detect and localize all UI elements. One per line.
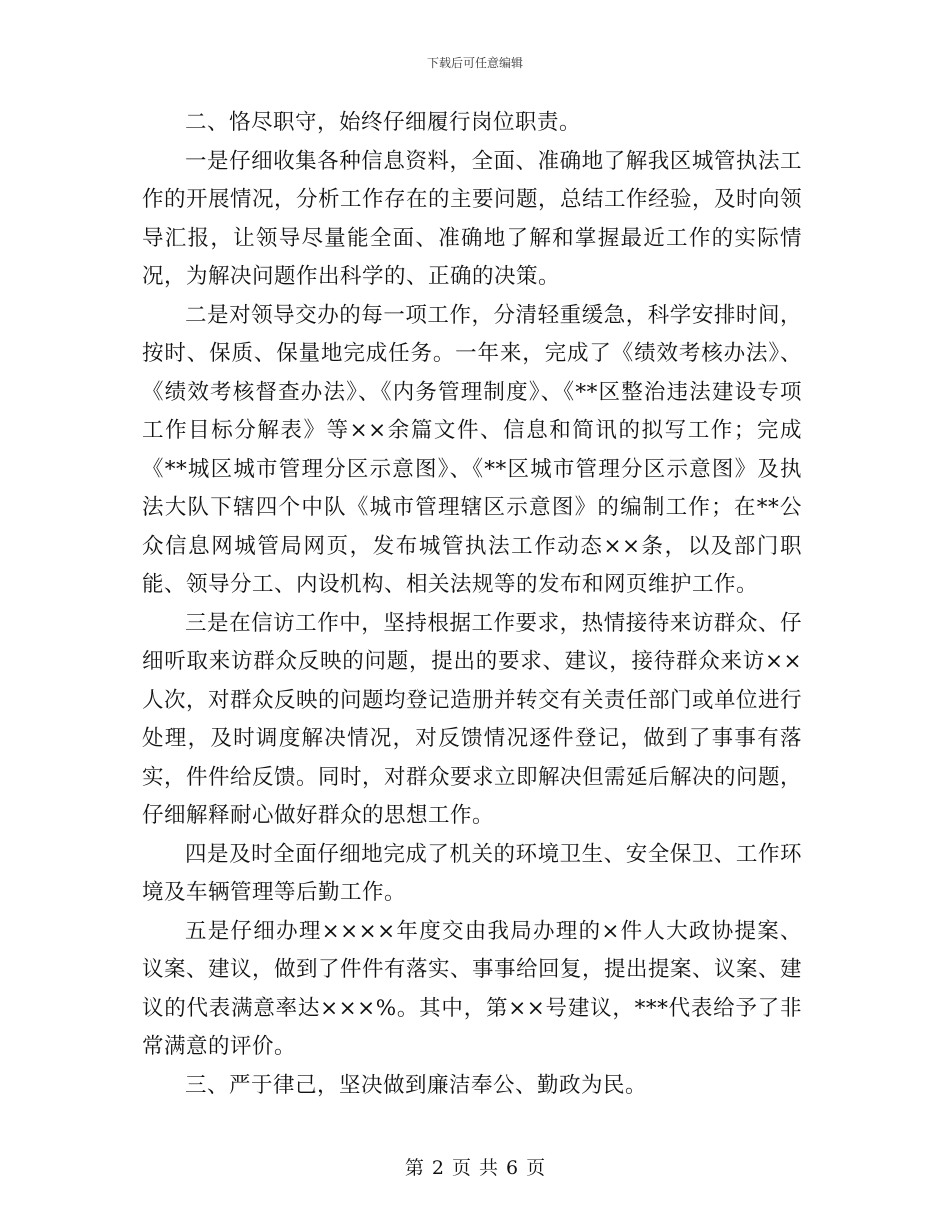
section-heading-duty: 二、恪尽职守，始终仔细履行岗位职责。 [185,110,582,135]
document-body [142,104,802,1105]
paragraph-information-collection: 一是仔细收集各种信息资料，全面、准确地了解我区城管执法工作的开展情况，分析工作存在的主要问题，总结工作经验，及时向领导汇报，让领导尽量能全面、准确地了解和掌握最近工作的实际情况，为解决问题作出科学的、正确的决策。 [142,148,803,289]
page-number: 第 2 页 共 6 页 [404,1157,546,1179]
page-header-note: 下载后可任意编辑 [426,56,523,70]
section-heading-self-discipline: 三、严于律己，坚决做到廉洁奉公、勤政为民。 [185,1072,648,1098]
paragraph-logistics-work: 四是及时全面仔细地完成了机关的环境卫生、安全保卫、工作环境及车辆管理等后勤工作。 [142,841,802,905]
paragraph-assigned-tasks: 二是对领导交办的每一项工作，分清轻重缓急，科学安排时间，按时、保质、保量地完成任务。一年来，完成了《绩效考核办法》、《绩效考核督查办法》、《内务管理制度》、《**区整治违法建设专项工作目标分解表》等××余篇文件、信息和简讯的拟写工作；完成《**城区城市管理分区示意图》、《**区城市管理分区示意图》及执法大队下辖四个中队《城市管理辖区示意图》的编制工作；在**公众信息网城管局网页，发布城管执法工作动态××条，以及部门职能、领导分工、内设机构、相关法规等的发布和网页维护工作。 [142,302,802,597]
paragraph-petition-work: 三是在信访工作中，坚持根据工作要求，热情接待来访群众、仔细听取来访群众反映的问题，提出的要求、建议，接待群众来访××人次，对群众反映的问题均登记造册并转交有关责任部门或单位进行处理，及时调度解决情况，对反馈情况逐件登记，做到了事事有落实，件件给反馈。同时，对群众要求立即解决但需延后解决的问题，仔细解释耐心做好群众的思想工作。 [142,610,803,828]
paragraph-proposal-handling: 五是仔细办理××××年度交由我局办理的×件人大政协提案、议案、建议，做到了件件有落实、事事给回复，提出提案、议案、建议的代表满意率达×××%。其中，第××号建议，***代表给予了非常满意的评价。 [142,918,803,1059]
